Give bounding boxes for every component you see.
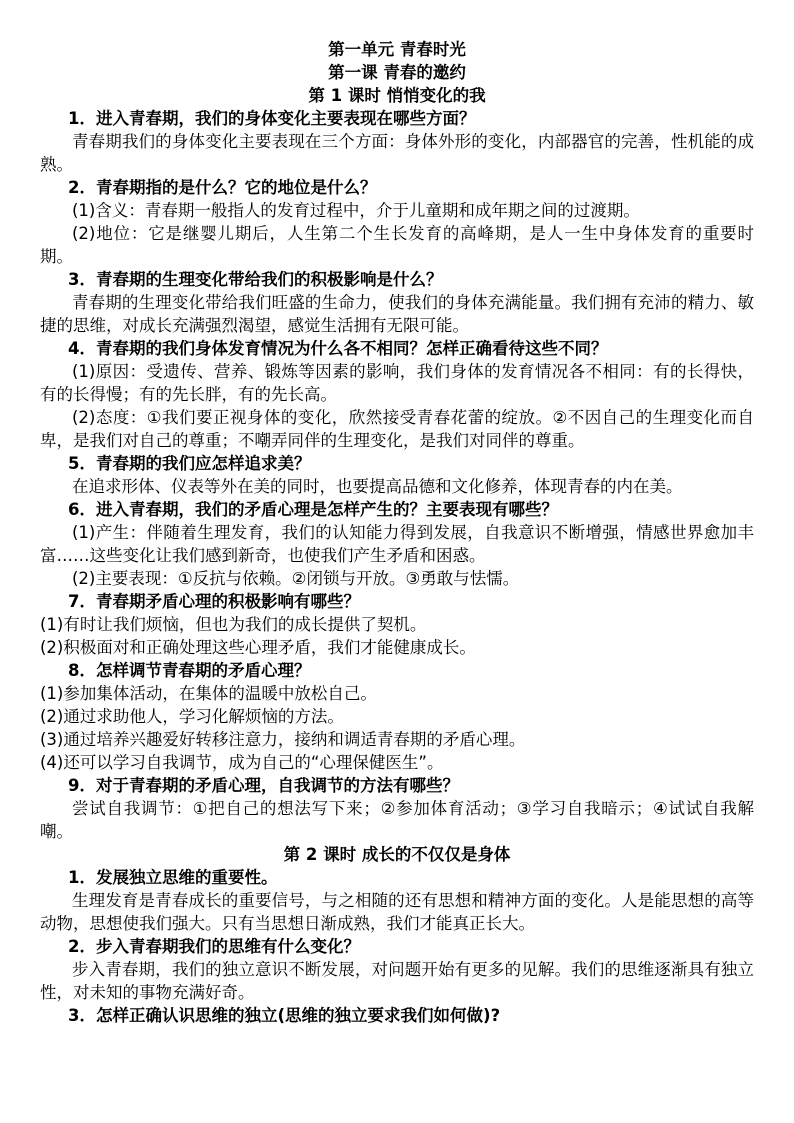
answer-paragraph: 在追求形体、仪表等外在美的同时，也要提高品德和文化修养，体现青春的内在美。 — [72, 477, 683, 496]
question-heading: 7．青春期矛盾心理的积极影响有哪些？ — [68, 592, 360, 611]
answer-paragraph: (2)通过求助他人，学习化解烦恼的方法。 — [40, 707, 344, 726]
answer-paragraph: (1)参加集体活动，在集体的温暖中放松自己。 — [40, 684, 377, 703]
question-heading: 5．青春期的我们应怎样追求美？ — [68, 454, 311, 473]
answer-paragraph: (4)还可以学习自我调节，成为自己的“心理保健医生”。 — [40, 753, 444, 772]
answer-paragraph: 青春期我们的身体变化主要表现在三个方面：身体外形的变化，内部器官的完善，性机能的成熟。 — [40, 132, 754, 174]
document-page — [40, 38, 754, 1027]
answer-paragraph: (1)有时让我们烦恼，但也为我们的成长提供了契机。 — [40, 615, 427, 634]
answer-paragraph: (2)主要表现：①反抗与依赖。②闭锁与开放。③勇敢与怯懦。 — [72, 569, 520, 588]
question-heading: 2．步入青春期我们的思维有什么变化？ — [68, 937, 360, 956]
answer-paragraph: (2)地位：它是继婴儿期后，人生第二个生长发育的高峰期，是人一生中身体发育的重要时期。 — [40, 224, 754, 266]
answer-paragraph: (3)通过培养兴趣爱好转移注意力，接纳和调适青春期的矛盾心理。 — [40, 730, 526, 749]
question-heading: 6．进入青春期，我们的矛盾心理是怎样产生的？主要表现有哪些？ — [68, 500, 558, 519]
section-title: 第 2 课时 成长的不仅仅是身体 — [283, 845, 511, 864]
answer-paragraph: (1)含义：青春期一般指人的发育过程中，介于儿童期和成年期之间的过渡期。 — [72, 201, 640, 220]
question-heading: 1．进入青春期，我们的身体变化主要表现在哪些方面？ — [68, 109, 476, 128]
answer-paragraph: (1)产生：伴随着生理发育，我们的认知能力得到发展，自我意识不断增强，情感世界愈加丰富……这些变化让我们感到新奇，也使我们产生矛盾和困惑。 — [40, 523, 754, 565]
answer-paragraph: (1)原因：受遗传、营养、锻炼等因素的影响，我们身体的发育情况各不相同：有的长得快，有的长得慢；有的先长胖，有的先长高。 — [40, 362, 754, 404]
answer-paragraph: 尝试自我调节：①把自己的想法写下来；②参加体育活动；③学习自我暗示；④试试自我解嘲。 — [40, 799, 754, 841]
question-heading: 9．对于青春期的矛盾心理，自我调节的方法有哪些？ — [68, 776, 459, 795]
answer-paragraph: 青春期的生理变化带给我们旺盛的生命力，使我们的身体充满能量。我们拥有充沛的精力、敏捷的思维，对成长充满强烈渴望，感觉生活拥有无限可能。 — [40, 293, 754, 335]
question-heading: 3．怎样正确认识思维的独立(思维的独立要求我们如何做)? — [68, 1006, 501, 1025]
question-heading: 2．青春期指的是什么？它的地位是什么？ — [68, 178, 377, 197]
answer-paragraph: 生理发育是青春成长的重要信号，与之相随的还有思想和精神方面的变化。人是能思想的高等动物，思想使我们强大。只有当思想日渐成熟，我们才能真正长大。 — [40, 891, 754, 933]
question-heading: 8．怎样调节青春期的矛盾心理？ — [68, 661, 311, 680]
lesson-title: 第一课 青春的邀约 — [328, 63, 466, 82]
question-heading: 4．青春期的我们身体发育情况为什么各不相同？怎样正确看待这些不同？ — [68, 339, 608, 358]
answer-paragraph: (2)态度：①我们要正视身体的变化，欣然接受青春花蕾的绽放。②不因自己的生理变化而自卑，是我们对自己的尊重；不嘲弄同伴的生理变化，是我们对同伴的尊重。 — [40, 408, 754, 450]
question-heading: 3．青春期的生理变化带给我们的积极影响是什么？ — [68, 270, 443, 289]
section-title: 第 1 课时 悄悄变化的我 — [308, 86, 486, 105]
answer-paragraph: 步入青春期，我们的独立意识不断发展，对问题开始有更多的见解。我们的思维逐渐具有独立性，对未知的事物充满好奇。 — [40, 960, 754, 1002]
answer-paragraph: (2)积极面对和正确处理这些心理矛盾，我们才能健康成长。 — [40, 638, 476, 657]
unit-title: 第一单元 青春时光 — [328, 40, 466, 59]
question-heading: 1．发展独立思维的重要性。 — [68, 868, 278, 887]
